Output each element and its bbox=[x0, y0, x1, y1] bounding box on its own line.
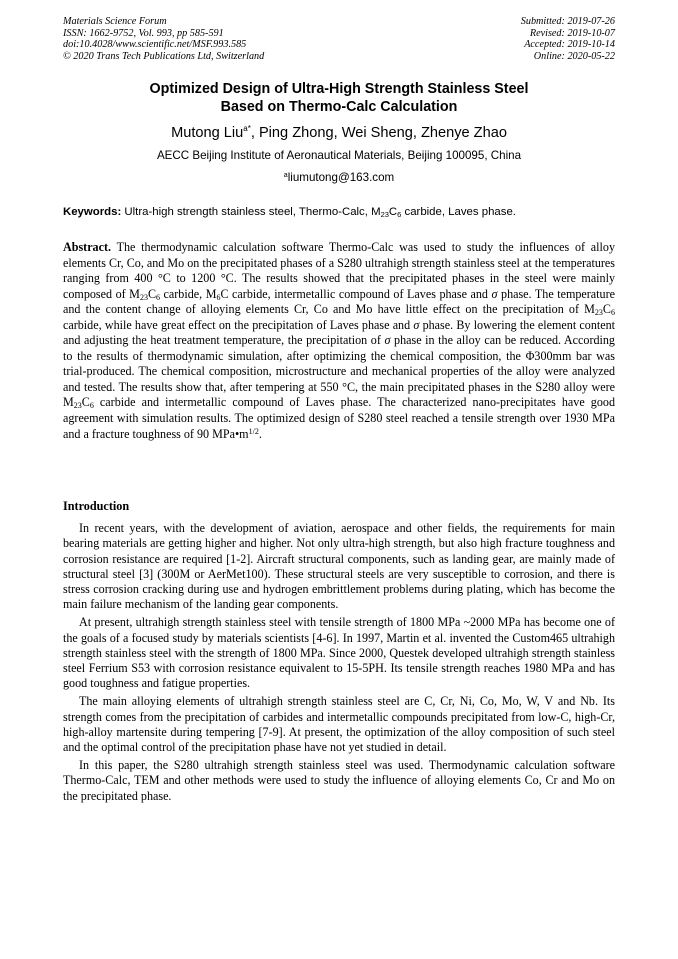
paper-title bbox=[63, 80, 615, 116]
other-authors: , Ping Zhong, Wei Sheng, Zhenye Zhao bbox=[250, 125, 507, 141]
journal-info bbox=[63, 16, 264, 62]
abstract-text: carbide, M bbox=[160, 286, 217, 301]
journal-name: Materials Science Forum bbox=[63, 16, 167, 27]
introduction-section bbox=[63, 521, 615, 804]
intro-paragraph-2: At present, ultrahigh strength stainless steel with tensile strength of 1800 MPa ~2000 MPa has become one of the goals of a focused study by materials scientists [4-6]. In 1997, Martin et al. invented the Custom465 ultrahigh strength stainless steel with the strength of 1800 MPa. Since 2000, Questek developed ultrahigh strength stainless steel Ferrium S53 with corrosion resistance equivalent to 15-5PH. Its tensile strength reaches 1980 MPa and has good toughness and fatigue properties. bbox=[63, 615, 615, 691]
abstract-subscript: 6 bbox=[89, 401, 94, 411]
abstract-subscript: 23 bbox=[139, 292, 148, 302]
keywords-text: Ultra-high strength stainless steel, Thermo-Calc, M bbox=[121, 206, 381, 218]
abstract-text: phase in the alloy can be reduced. According to the results of thermodynamic simulation, after optimizing the chemical composition, the Φ300mm bar was trial-produced. The chemical composition, microstructure and mechanical properties of the alloy were analyzed and tested. The results show that, after tempering at 550 °C, the main precipitated phases in the S280 alloy were M bbox=[63, 333, 615, 410]
online-date: Online: 2020-05-22 bbox=[533, 50, 615, 62]
first-author: Mutong Liu bbox=[171, 125, 244, 141]
doi-line: doi:10.4028/www.scientific.net/MSF.993.585 bbox=[63, 39, 247, 51]
abstract-text: C bbox=[602, 302, 611, 317]
keywords bbox=[63, 205, 615, 219]
title-line-1: Optimized Design of Ultra-High Strength Stainless Steel bbox=[149, 81, 529, 97]
abstract bbox=[63, 240, 615, 442]
sigma-symbol: σ bbox=[491, 286, 498, 301]
abstract-superscript: 1/2 bbox=[248, 426, 259, 436]
intro-paragraph-3: The main alloying elements of ultrahigh strength stainless steel are C, Cr, Ni, Co, Mo, W, V and Nb. Its strength comes from the precipitation of carbides and intermetallic compounds precipitated from low-C, high-Cr, high-alloy martensite during tempering [7-9]. At present, the optimization of the alloy composition of such steel and the optimal control of the precipitation phase have not yet studied in detail. bbox=[63, 694, 615, 755]
affiliation: AECC Beijing Institute of Aeronautical Materials, Beijing 100095, China bbox=[156, 149, 522, 162]
revised-date: Revised: 2019-10-07 bbox=[529, 27, 615, 39]
author-list bbox=[63, 124, 615, 142]
sigma-symbol: σ bbox=[413, 317, 420, 332]
intro-paragraph-4: In this paper, the S280 ultrahigh strength stainless steel was used. Thermodynamic calculation software Thermo-Calc, TEM and other methods were used to study the influence of alloying elements Co, Cr and Mo on the precipitated phase. bbox=[63, 757, 615, 803]
abstract-text: . bbox=[258, 426, 262, 441]
abstract-text: C bbox=[147, 286, 157, 301]
sigma-symbol: σ bbox=[384, 333, 391, 348]
abstract-subscript: 23 bbox=[594, 308, 603, 318]
publication-dates bbox=[521, 16, 615, 62]
introduction-heading: Introduction bbox=[63, 499, 130, 513]
abstract-text: phase. The temperature and the content change of alloying elements Cr, Co and Mo have little effect on the precipitation of M bbox=[63, 286, 615, 317]
copyright-line: © 2020 Trans Tech Publications Ltd, Switzerland bbox=[63, 50, 265, 62]
abstract-text: C carbide, intermetallic compound of Laves phase and bbox=[220, 286, 492, 301]
abstract-text: C bbox=[81, 395, 90, 410]
abstract-text: carbide, while have great effect on the precipitation of Laves phase and bbox=[63, 317, 414, 332]
keywords-subscript: 6 bbox=[397, 210, 402, 219]
title-line-2: Based on Thermo-Calc Calculation bbox=[220, 99, 458, 115]
issn-line: ISSN: 1662-9752, Vol. 993, pp 585-591 bbox=[63, 27, 224, 39]
abstract-subscript: 6 bbox=[156, 292, 161, 302]
abstract-label: Abstract. bbox=[63, 240, 112, 254]
author-email bbox=[63, 171, 615, 185]
keywords-text: carbide, Laves phase. bbox=[401, 206, 516, 218]
abstract-subscript: 6 bbox=[611, 308, 615, 318]
email-marker: a bbox=[283, 172, 288, 179]
abstract-text: carbide and intermetallic compound of Laves phase. The characterized nano-precipitates have good agreement with simulation results. The optimized design of S280 steel reached a tensile strength over 1930 MPa and a fracture toughness of 90 MPa•m bbox=[63, 395, 615, 441]
abstract-text: phase. By lowering the element content and adjusting the heat treatment temperature, the precipitation of bbox=[63, 317, 616, 348]
keywords-text: C bbox=[388, 206, 398, 218]
keywords-subscript: 23 bbox=[380, 210, 389, 219]
abstract-subscript: 23 bbox=[73, 401, 82, 411]
submitted-date: Submitted: 2019-07-26 bbox=[520, 16, 615, 27]
accepted-date: Accepted: 2019-10-14 bbox=[524, 39, 615, 51]
author-marker: a* bbox=[243, 124, 251, 133]
abstract-subscript: 6 bbox=[216, 292, 221, 302]
abstract-text: The thermodynamic calculation software Thermo-Calc was used to study the influences of alloy elements Cr, Co, and Mo on the precipitated phases of a S280 ultrahigh strength stainless steel at the temperatures ranging from 400 °C to 1200 °C. The results showed that the precipitated phases in the steel were mainly composed of M bbox=[63, 240, 615, 301]
keywords-label: Keywords: bbox=[63, 206, 122, 218]
email-address: liumutong@163.com bbox=[287, 171, 395, 184]
intro-paragraph-1: In recent years, with the development of aviation, aerospace and other fields, the requirements for main bearing materials are getting higher and higher. Not only ultra-high strength, but also high fracture toughness and corrosion resistance are required [1-2]. Aircraft structural components, such as landing gear, are mainly made of structural steel [3] (300M or AerMet100). These structural steels are very susceptible to corrosion, and there is stress corrosion cracking during use and hydrogen embrittlement problems during plating, which has become the main failure mechanism of the landing gear components. bbox=[63, 521, 615, 612]
